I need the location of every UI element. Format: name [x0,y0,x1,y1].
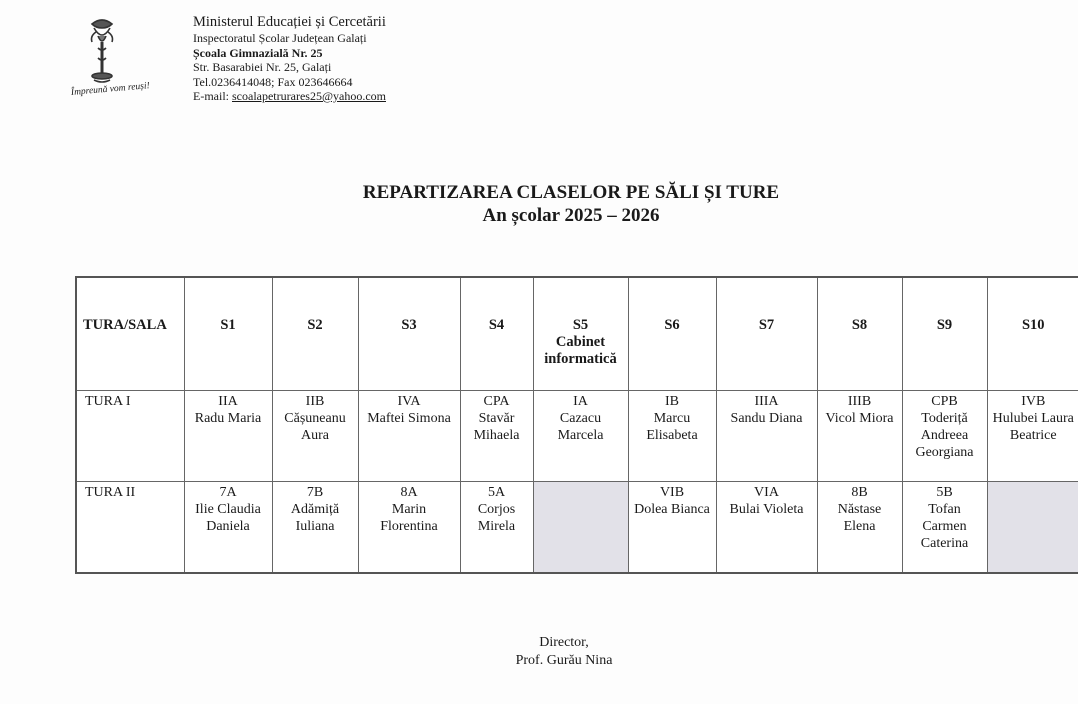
institution-header [193,14,386,104]
table-cell: IVA Maftei Simona [358,391,460,482]
header-room-s3: S3 [358,277,460,391]
table-cell: IIB Cășuneanu Aura [272,391,358,482]
table-cell: 5A Corjos Mirela [460,482,533,574]
table-cell: IA Cazacu Marcela [533,391,628,482]
header-corner-cell: TURA/SALA [76,277,184,391]
header-room-s2: S2 [272,277,358,391]
table-cell: IB Marcu Elisabeta [628,391,716,482]
table-cell: VIB Dolea Bianca [628,482,716,574]
header-room-s7: S7 [716,277,817,391]
school-phone-fax: Tel.0236414048; Fax 023646664 [193,74,353,89]
email-label: E-mail: [193,89,232,103]
table-row [76,482,1078,574]
header-room-s4: S4 [460,277,533,391]
table-cell: IIIA Sandu Diana [716,391,817,482]
table-header-row [76,277,1078,391]
header-room-s9: S9 [902,277,987,391]
school-year-subtitle: An școlar 2025 – 2026 [482,205,660,226]
school-email-line [193,89,386,104]
table-cell: 7A Ilie Claudia Daniela [184,482,272,574]
signature-role: Director, [539,635,589,650]
signature-name: Prof. Gurău Nina [515,653,613,668]
table-cell: IVB Hulubei Laura Beatrice [987,391,1078,482]
school-motto: Împreună vom reuși! [70,81,151,98]
empty-cell [987,482,1078,574]
header-room-s8: S8 [817,277,902,391]
ministry-name: Ministerul Educației și Cercetării [193,14,386,30]
school-name: Școala Gimnazială Nr. 25 [193,45,323,60]
table-cell: IIIB Vicol Miora [817,391,902,482]
table-cell: 7B Adămiță Iuliana [272,482,358,574]
inspectorate-name: Inspectoratul Școlar Județean Galați [193,31,367,45]
table-cell: CPA Stavăr Mihaela [460,391,533,482]
document-title: REPARTIZAREA CLASELOR PE SĂLI ȘI TURE [362,182,780,203]
email-link[interactable]: scoalapetrurares25@yahoo.com [232,89,386,103]
table-cell: VIA Bulai Violeta [716,482,817,574]
school-logo-icon [70,14,170,114]
table-cell: 8B Năstase Elena [817,482,902,574]
empty-cell [533,482,628,574]
table-cell: 8A Marin Florentina [358,482,460,574]
table-row [76,391,1078,482]
header-room-s6: S6 [628,277,716,391]
table-cell: IIA Radu Maria [184,391,272,482]
header-room-s5: S5 Cabinet informatică [533,277,628,391]
table-cell: 5B Tofan Carmen Caterina [902,482,987,574]
shift-label: TURA I [76,391,184,482]
school-address: Str. Basarabiei Nr. 25, Galați [193,60,332,74]
shift-label: TURA II [76,482,184,574]
header-room-s1: S1 [184,277,272,391]
room-shift-table [75,276,1078,574]
room-s5-subtitle: Cabinet informatică [544,334,617,367]
table-cell: CPB Toderiță Andreea Georgiana [902,391,987,482]
header-room-s10: S10 [987,277,1078,391]
